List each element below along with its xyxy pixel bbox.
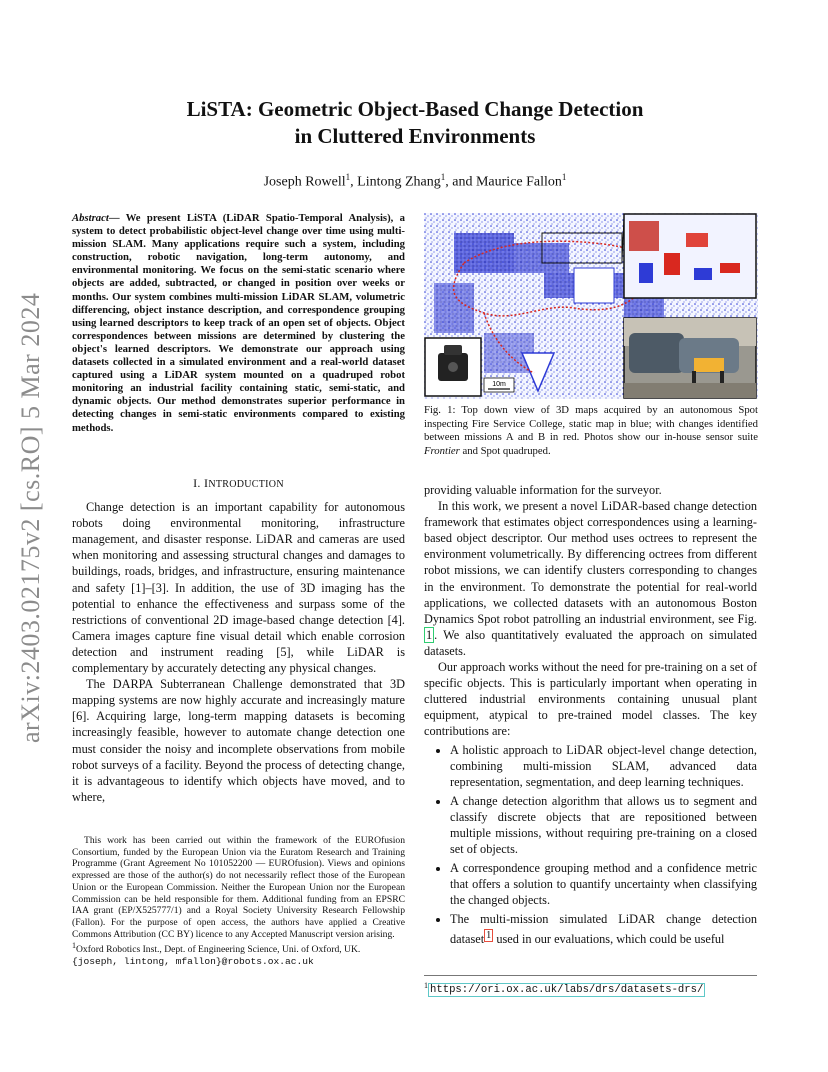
affiliation-mark: 1 [561, 172, 567, 182]
paper-title [120, 96, 710, 150]
footnote-dataset [424, 975, 757, 996]
figure-ref-link[interactable]: 1 [426, 627, 433, 642]
right-paragraph-2: Our approach works without the need for pre-training on a set of specific objects. This is particularly important when operating in cluttered industrial environments containing unusual plant equipment, atypical to pre-trained model classes. The key contributions are: [424, 660, 757, 739]
figure-1 [424, 213, 758, 399]
abstract-lead: Abstract [72, 212, 109, 224]
section-numeral: I. [193, 476, 205, 490]
affiliation-line: Oxford Robotics Inst., Dept. of Engineering Science, Uni. of Oxford, UK. [76, 944, 361, 956]
figure-1-map-composite [424, 213, 758, 399]
left-column [72, 473, 405, 805]
building-block [574, 268, 614, 303]
section-initial: I [204, 476, 209, 490]
footnote-funding [72, 835, 405, 968]
dataset-url-link[interactable]: https://ori.ox.ac.uk/labs/drs/datasets-drs/ [430, 984, 704, 997]
affiliation-mark: 1 [345, 172, 351, 182]
contribution-item: • A correspondence grouping method and a confidence metric that offers a solution to quantify uncertainty when classifying the changed objects. [450, 860, 757, 908]
funding-text: This work has been carried out within the framework of the EUROfusion Consortium, funded by the European Union via the Euratom Research and Training Programme (Grant Agreement No 101052200 — EUROfusion). Views and opinions expressed are those of the author(s) do not necessarily reflect those of the European Union or the European Commission. Neither the European Union nor the European Commission can be held responsible for them. Additional funding from an EPSRC IAA grant (EP/X525777/1) and a Royal Society University Research Fellowship (Fallon). For the purpose of open access, the authors have applied a Creative Commons Attribution (CC BY) licence to any Accepted Manuscript version arising. [72, 835, 405, 940]
footnote-mark: 1 [424, 981, 428, 990]
building-block [454, 233, 514, 273]
caption-text: Fig. 1: Top down view of 3D maps acquired by an autonomous Spot inspecting Fire Service College, static map in blue; with changes identified between missions A and B in red. Photos show our in-house sensor suite [424, 404, 758, 443]
affiliation-mark: 1 [72, 941, 76, 951]
right-column [424, 482, 757, 950]
caption-italic: Frontier [424, 444, 460, 457]
section-rest: NTRODUCTION [208, 479, 284, 490]
p1-text-b: . We also quantitatively evaluated the approach on simulated datasets. [424, 627, 757, 658]
sensor-frontier-photo [425, 338, 481, 396]
affiliation-mark: 1 [440, 172, 446, 182]
contribution-item [450, 911, 757, 946]
section-heading-introduction [72, 475, 405, 493]
contribution-list [424, 742, 757, 947]
author-3: Maurice Fallon [475, 174, 562, 190]
spot-robot-photo [624, 318, 756, 398]
author-1: Joseph Rowell [263, 174, 346, 190]
arxiv-identifier: arXiv:2403.02175v2 [cs.RO] 5 Mar 2024 [16, 292, 45, 744]
contribution-item: • A change detection algorithm that allows us to segment and classify discrete objects that are repositioned between multiple missions, without requiring pre-training on a closed set of objects. [450, 793, 757, 857]
intro-paragraph-2: The DARPA Subterranean Challenge demonstrated that 3D mapping systems are now highly accurate and increasingly mature [6]. Acquiring large, long-term mapping datasets is becoming increasingly feasible, however to automate change detection one must consider the noisy and incomplete observations from mobile robot surveys of a facility. Beyond the process of detecting change, it is advantageous to identify which objects have moved, and to where, [72, 677, 405, 804]
affiliation-text [72, 940, 405, 956]
continued-paragraph: providing valuable information for the surveyor. [424, 483, 662, 497]
author-list [120, 172, 710, 191]
author-separator: , [350, 174, 358, 190]
contribution-item: • A holistic approach to LiDAR object-level change detection, combining multi-mission SLAM, advanced data representation, segmentation, and deep learning techniques. [450, 742, 757, 790]
abstract-body: We present LiSTA (LiDAR Spatio-Temporal Analysis), a system to detect probabilistic object-level change over time using multi-mission SLAM. Many applications require such a system, including construction, robotic navigation, long-term autonomy, and environmental monitoring. We focus on the semi-static scenario where objects are added, subtracted, or changed in position over weeks or months. Our system combines multi-mission LiDAR SLAM, volumetric differencing, object instance description, and correspondence grouping using learned descriptors to keep track of an open set of objects. Object correspondences between missions are determined by clustering the object's learned descriptors. We demonstrate our approach using datasets collected in a simulated environment and a real-world dataset captured using a LiDAR system mounted on a quadruped robot monitoring an industrial facility containing static, semi-static, and dynamic objects. Our method demonstrates superior performance in detecting changes in semi-static environments compared to existing methods. [72, 212, 405, 434]
abstract-dash: — [108, 212, 126, 224]
figure-1-caption [424, 404, 758, 458]
scale-bar-label: 10m [492, 381, 506, 388]
zoom-inset [622, 214, 756, 298]
caption-end: and Spot quadruped. [459, 444, 551, 457]
title-line-1: LiSTA: Geometric Object-Based Change Detection [186, 97, 644, 121]
p1-text-a: In this work, we present a novel LiDAR-based change detection framework that estimates object correspondences using a learning-based object descriptor. Our method uses octrees to represent the environment volumetrically. By differencing octrees from different robot missions, we can identify clusters corresponding to changes in the environment. To demonstrate the potential for real-world applications, we collected datasets with an autonomous Boston Dynamics Spot robot patrolling an industrial environment, see Fig. [424, 499, 757, 626]
intro-paragraph-1: Change detection is an important capability for autonomous robots doing environmental monitoring, infrastructure management, and disaster response. LiDAR and cameras are used when monitoring and assessing structural changes and damages to buildings, roads, bridges, and infrastructure, ensuring maintenance and safety [1]–[3]. In addition, the use of 3D imaging has the potential to enhance the effectiveness and surpass some of the restrictions of conventional 2D image-based change detection [4]. Camera images capture fine visual detail which enable corrosion detection and instrument reading [5], while LiDAR is complementary by accurately detecting any physical changes. [72, 500, 405, 676]
author-2: Lintong Zhang [357, 174, 441, 190]
author-separator: , and [445, 174, 476, 190]
abstract [72, 212, 405, 435]
author-emails[interactable]: {joseph, lintong, mfallon}@robots.ox.ac.uk [72, 956, 314, 968]
footnote-ref-link[interactable]: 1 [486, 929, 492, 941]
title-line-2: in Cluttered Environments [294, 124, 536, 148]
right-paragraph-1 [424, 498, 757, 659]
contribution-4-text: The multi-mission simulated LiDAR change detection dataset [450, 912, 757, 946]
contribution-4-text-end: used in our evaluations, which could be useful [493, 931, 725, 946]
